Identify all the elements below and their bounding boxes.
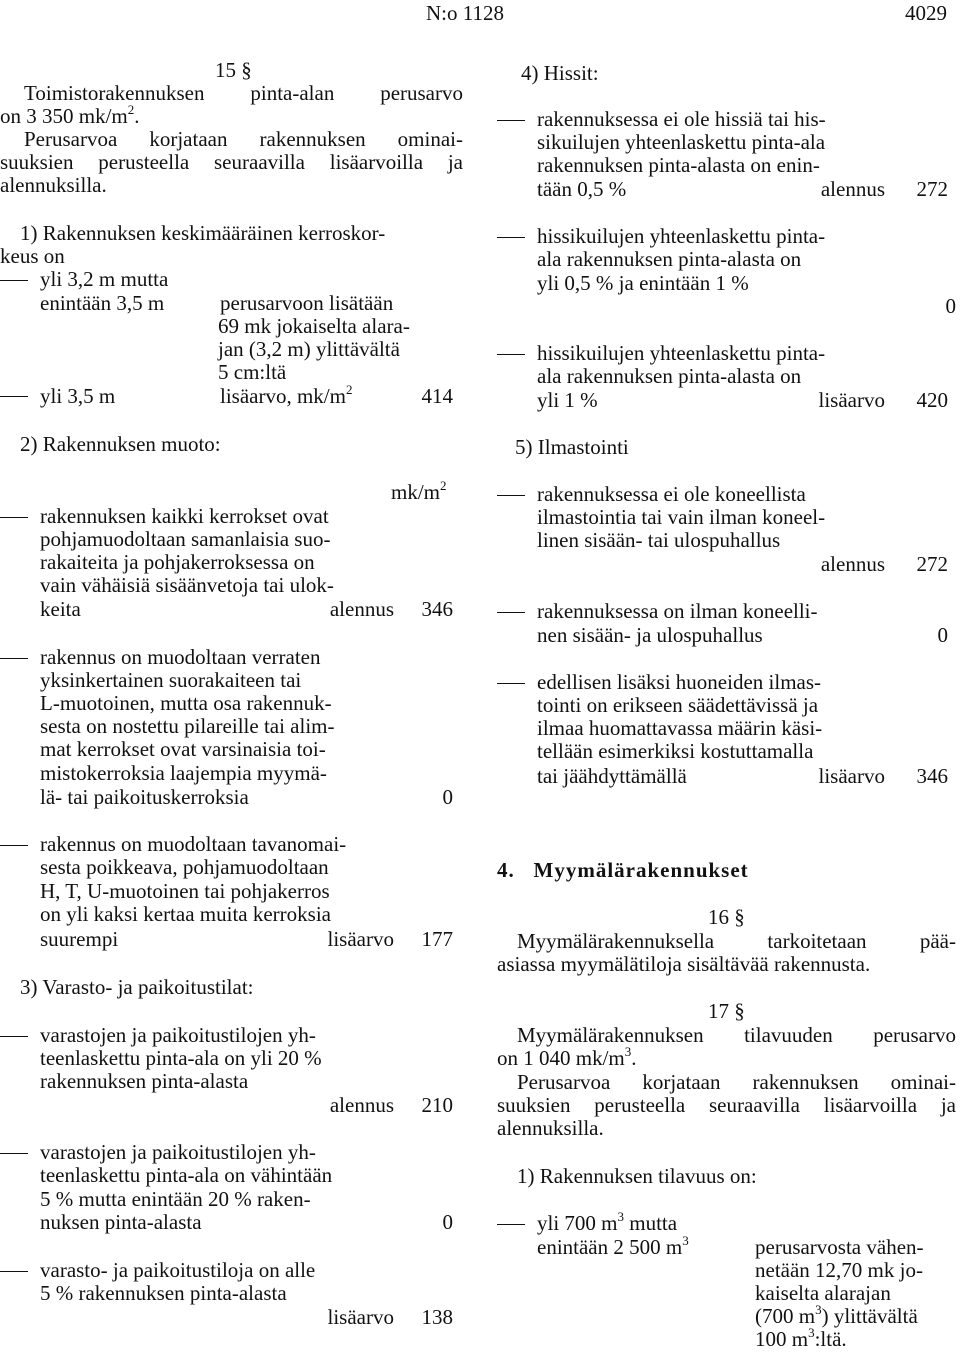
list-dash	[497, 237, 525, 238]
item-2c-value: 177	[421, 927, 453, 951]
item-4a-value: 272	[916, 177, 948, 201]
item-4a-text: sikuilujen yhteenlaskettu pinta-ala	[537, 130, 826, 154]
item-2a-text: pohjamuodoltaan samanlaisia suo-	[40, 527, 331, 551]
section-17-text: suuksien perusteella seuraavilla lisäarvoilla ja	[497, 1093, 956, 1117]
item-5b-text: nen sisään- ja ulospuhallus	[537, 623, 763, 647]
item-4-heading: 4) Hissit:	[521, 61, 599, 85]
section-15-text: suuksien perusteella seuraavilla lisäarvoilla ja	[0, 150, 463, 174]
item-3b-text: teenlaskettu pinta-ala on vähintään	[40, 1163, 333, 1187]
list-dash	[0, 517, 28, 518]
item-2c-text: suurempi	[40, 927, 119, 951]
chapter-heading: 4. Myymälärakennukset	[497, 858, 749, 882]
item-5c-text: edellisen lisäksi huoneiden ilmas-	[537, 670, 822, 694]
list-dash	[497, 120, 525, 121]
item-3b-text: varastojen ja paikoitustilojen yh-	[40, 1140, 316, 1164]
item-3b-text: 5 % mutta enintään 20 % raken-	[40, 1187, 311, 1211]
list-dash	[0, 1153, 28, 1154]
item-2c-text: on yli kaksi kertaa muita kerroksia	[40, 902, 331, 926]
item-1b-text: yli 3,5 m	[40, 384, 116, 408]
item-v1a-detail: 100 $m^3:ltä$.	[755, 1325, 847, 1351]
list-dash	[0, 396, 28, 397]
item-1a-text: enintään 3,5 m	[40, 291, 165, 315]
item-2a-text: vain vähäisiä sisäänvetoja tai ulok-	[40, 573, 334, 597]
item-2a-kind: alennus	[329, 597, 394, 621]
item-5c-text: ilmaa huomattavassa määrin käsi-	[537, 716, 823, 740]
item-4a-text: rakennuksen pinta-alasta on enin-	[537, 153, 820, 177]
list-dash	[0, 658, 28, 659]
item-v1-heading: 1) Rakennuksen tilavuus on:	[517, 1164, 757, 1188]
list-dash	[0, 1271, 28, 1272]
item-3-heading: 3) Varasto- ja paikoitustilat:	[20, 975, 254, 999]
list-dash	[0, 1036, 28, 1037]
item-2a-value: 346	[421, 597, 453, 621]
item-5a-value: 272	[916, 552, 948, 576]
item-3b-value: 0	[442, 1210, 453, 1234]
item-2c-text: H, T, U-muotoinen tai pohjakerros	[40, 879, 330, 903]
item-5c-text: tointi on erikseen säädettävissä ja	[537, 693, 819, 717]
item-5c-value: 346	[916, 764, 948, 788]
item-2c-text: sesta poikkeava, pohjamuodoltaan	[40, 855, 329, 879]
item-5c-text: tai jäähdyttämällä	[537, 764, 687, 788]
item-2a-text: rakennuksen kaikki kerrokset ovat	[40, 504, 329, 528]
section-17-text: Perusarvoa korjataan rakennuksen ominai-	[517, 1070, 956, 1094]
item-v1a-text: enintään 2 500 $m^3$	[537, 1233, 689, 1259]
item-1-heading: keus on	[0, 244, 65, 268]
item-2b-text: mistokerroksia laajempia myymä-	[40, 761, 327, 785]
section-17-heading: 17 §	[708, 999, 745, 1023]
section-16-text: asiassa myymälätiloja sisältävää rakennusta.	[497, 952, 871, 976]
item-4c-kind: lisäarvo	[818, 388, 885, 412]
item-2-heading: 2) Rakennuksen muoto:	[20, 432, 221, 456]
item-v1a-detail: (700 $m^3$) ylittävältä	[755, 1302, 918, 1328]
item-5a-text: rakennuksessa ei ole koneellista	[537, 482, 806, 506]
item-4b-text: hissikuilujen yhteenlaskettu pinta-	[537, 224, 826, 248]
item-2b-text: rakennus on muodoltaan verraten	[40, 645, 321, 669]
item-2b-text: mat kerrokset ovat varsinaisia toi-	[40, 737, 326, 761]
item-4a-text: tään 0,5 %	[537, 177, 627, 201]
item-3a-text: rakennuksen pinta-alasta	[40, 1069, 249, 1093]
item-1b-detail: lisäarvo, $mk/m^2$	[220, 382, 353, 408]
item-4c-text: hissikuilujen yhteenlaskettu pinta-	[537, 341, 826, 365]
item-4b-value: 0	[945, 294, 956, 318]
item-3c-kind: lisäarvo	[327, 1305, 394, 1329]
item-2c-kind: lisäarvo	[327, 927, 394, 951]
item-2b-text: sesta on nostettu pilareille tai alim-	[40, 714, 335, 738]
item-v1a-detail: netään 12,70 mk jo-	[755, 1258, 923, 1282]
item-1a-detail: 5 cm:ltä	[218, 360, 287, 384]
section-15-text: on 3 350 $mk/m^2$.	[0, 102, 140, 128]
item-v1a-detail: kaiselta alarajan	[755, 1281, 891, 1305]
list-dash	[497, 354, 525, 355]
item-1a-detail: jan (3,2 m) ylittävältä	[218, 337, 400, 361]
item-4c-text: ala rakennuksen pinta-alasta on	[537, 364, 802, 388]
list-dash	[497, 495, 525, 496]
item-2b-text: L-muotoinen, mutta osa rakennuk-	[40, 691, 332, 715]
section-15-heading: 15 §	[215, 58, 252, 82]
item-1-heading: 1) Rakennuksen keskimääräinen kerroskor-	[20, 221, 386, 245]
list-dash	[497, 612, 525, 613]
item-2a-text: keita	[40, 597, 81, 621]
item-3a-value: 210	[421, 1093, 453, 1117]
item-3c-text: varasto- ja paikoitustiloja on alle	[40, 1258, 316, 1282]
item-3c-value: 138	[421, 1305, 453, 1329]
item-1b-value: 414	[421, 384, 453, 408]
section-15-text: Perusarvoa korjataan rakennuksen ominai-	[24, 127, 463, 151]
section-17-text: alennuksilla.	[497, 1116, 604, 1140]
item-5-heading: 5) Ilmastointi	[515, 435, 629, 459]
list-dash	[0, 280, 28, 281]
section-15-text: Toimistorakennuksen pinta-alan perusarvo	[24, 81, 463, 105]
section-17-text: Myymälärakennuksen tilavuuden perusarvo	[517, 1023, 956, 1047]
item-5a-kind: alennus	[820, 552, 885, 576]
item-5a-text: linen sisään- tai ulospuhallus	[537, 528, 781, 552]
item-3a-text: teenlaskettu pinta-ala on yli 20 %	[40, 1046, 322, 1070]
item-v1a-text: yli 700 $m^3$ mutta	[537, 1209, 678, 1235]
item-2b-value: 0	[442, 785, 453, 809]
item-5c-text: tellään esimerkiksi kostuttamalla	[537, 739, 814, 763]
section-16-text: Myymälärakennuksella tarkoitetaan pää-	[517, 929, 956, 953]
item-2b-text: lä- tai paikoituskerroksia	[40, 785, 249, 809]
item-4b-text: yli 0,5 % ja enintään 1 %	[537, 271, 749, 295]
item-2-unit: $mk/m^2$	[391, 478, 447, 504]
item-2c-text: rakennus on muodoltaan tavanomai-	[40, 832, 347, 856]
list-dash	[0, 845, 28, 846]
section-16-heading: 16 §	[708, 905, 745, 929]
item-3c-text: 5 % rakennuksen pinta-alasta	[40, 1281, 287, 1305]
page-number: 4029	[905, 1, 947, 25]
section-17-text: on 1 040 $mk/m^3$.	[497, 1044, 637, 1070]
item-5b-value: 0	[937, 623, 948, 647]
page-header-number: N:o 1128	[426, 1, 504, 25]
item-1a-text: yli 3,2 m mutta	[40, 267, 169, 291]
item-2a-text: rakaiteita ja pohjakerroksessa on	[40, 550, 315, 574]
item-3a-kind: alennus	[329, 1093, 394, 1117]
section-15-text: alennuksilla.	[0, 173, 107, 197]
item-4b-text: ala rakennuksen pinta-alasta on	[537, 247, 802, 271]
item-5b-text: rakennuksessa on ilman koneelli-	[537, 599, 818, 623]
item-3b-text: nuksen pinta-alasta	[40, 1210, 202, 1234]
item-1a-detail: 69 mk jokaiselta alara-	[218, 314, 410, 338]
item-4a-text: rakennuksessa ei ole hissiä tai his-	[537, 107, 826, 131]
item-v1a-detail: perusarvosta vähen-	[755, 1235, 924, 1259]
item-5c-kind: lisäarvo	[818, 764, 885, 788]
list-dash	[497, 1224, 525, 1225]
item-4a-kind: alennus	[820, 177, 885, 201]
item-2b-text: yksinkertainen suorakaiteen tai	[40, 668, 302, 692]
list-dash	[497, 683, 525, 684]
item-4c-value: 420	[916, 388, 948, 412]
item-3a-text: varastojen ja paikoitustilojen yh-	[40, 1023, 316, 1047]
item-5a-text: ilmastointia tai vain ilman koneel-	[537, 505, 826, 529]
item-4c-text: yli 1 %	[537, 388, 598, 412]
item-1a-detail: perusarvoon lisätään	[220, 291, 394, 315]
